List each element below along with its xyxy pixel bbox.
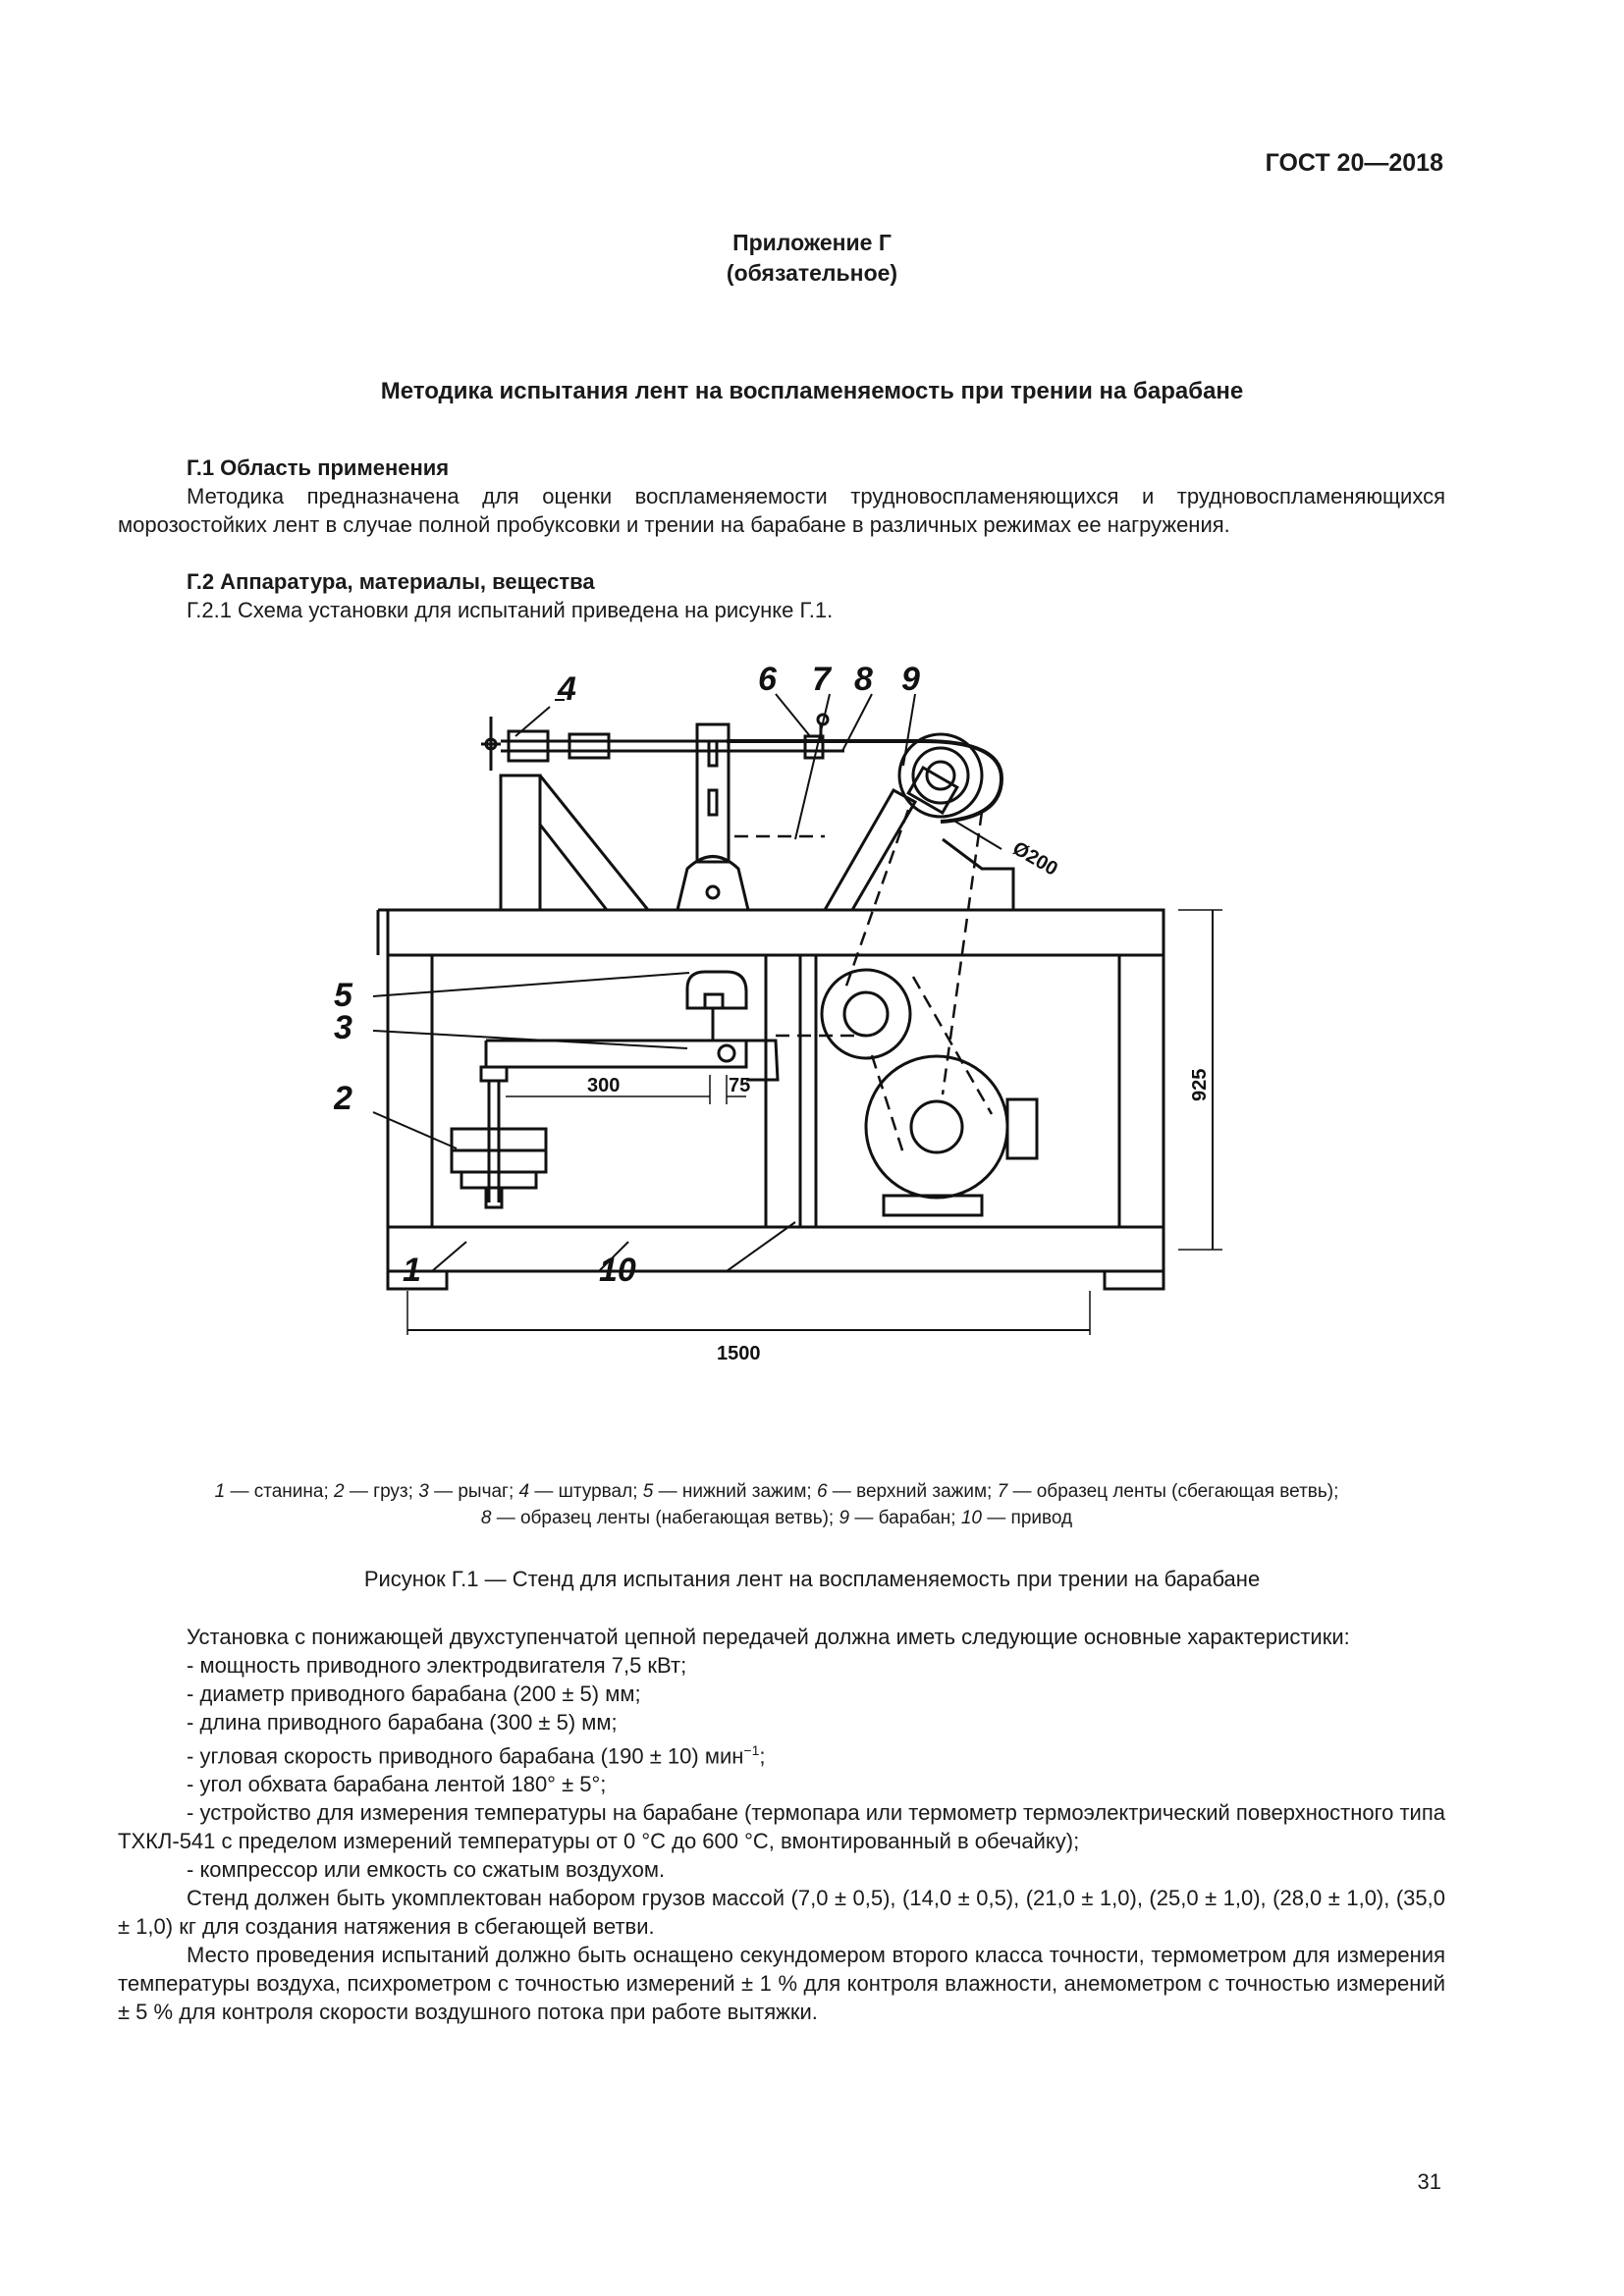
legend-entry: 8 — образец ленты (набегающая ветвь); (480, 1508, 839, 1528)
method-title: Методика испытания лент на воспламеняемость при трении на барабане (380, 378, 1244, 404)
callout-4: 4 (558, 670, 576, 708)
test-stand-drawing (334, 643, 1257, 1418)
section-g1-text: Методика предназначена для оценки воспламеняемости трудновоспламеняющихся и трудновоспламеняющихся морозостойких лент в случае полной пробуксовки и трении на барабане в различных режимах ее нагружения. (118, 484, 1445, 537)
legend-entry: 10 — привод (960, 1508, 1073, 1528)
dimension-lever-long: 300 (587, 1075, 621, 1096)
page-number: 31 (1417, 2169, 1441, 2194)
legend-entry: 5 — нижний зажим; (642, 1481, 817, 1502)
frame-body (388, 955, 1164, 1271)
section-g1-heading: Г.1 Область применения (187, 455, 450, 480)
weights-paragraph: Стенд должен быть укомплектован набором грузов массой (7,0 ± 0,5), (14,0 ± 0,5), (21,0 ± 1,0), (25,0 ± 1,0), (28,0 ± 1,0), (35,0 ± 1,0) кг для создания натяжения в сбегающей ветви. (118, 1886, 1445, 1940)
callout-2: 2 (334, 1080, 352, 1117)
characteristics-intro: Установка с понижающей двухступенчатой цепной передачей должна иметь следующие основные характеристики: (187, 1625, 1350, 1649)
figure-legend-line-2 (108, 1505, 1445, 1531)
callout-6: 6 (758, 661, 777, 698)
list-item: - компрессор или емкость со сжатым воздухом. (187, 1857, 666, 1883)
callout-9: 9 (901, 661, 920, 698)
section-g2 (118, 567, 1445, 624)
list-item: - угол обхвата барабана лентой 180° ± 5°; (187, 1772, 607, 1797)
figure-legend (108, 1478, 1445, 1531)
legend-entry: 3 — рычаг; (418, 1481, 519, 1502)
callout-1: 1 (403, 1252, 421, 1289)
legend-entry: 4 — штурвал; (518, 1481, 643, 1502)
characteristics-block (118, 1623, 1445, 2026)
motor (866, 1056, 1007, 1198)
legend-entry: 6 — верхний зажим; (816, 1481, 998, 1502)
callout-5: 5 (334, 977, 352, 1014)
callout-7: 7 (812, 661, 831, 698)
dimension-lever-short: 75 (729, 1075, 751, 1096)
appendix-status: (обязательное) (726, 260, 898, 286)
superscript: −1 (743, 1742, 760, 1758)
frame-base (388, 1227, 1164, 1271)
legend-entry: 9 — барабан; (839, 1508, 961, 1528)
section-g2-text: Г.2.1 Схема установки для испытаний приведена на рисунке Г.1. (187, 598, 834, 622)
list-item: - диаметр приводного барабана (200 ± 5) мм; (187, 1682, 641, 1706)
frame-foot-right (1105, 1271, 1164, 1289)
document-code: ГОСТ 20—2018 (1265, 149, 1443, 177)
legend-entry: 7 — образец ленты (сбегающая ветвь); (997, 1481, 1339, 1502)
callout-3: 3 (334, 1009, 352, 1046)
section-g1 (118, 454, 1445, 539)
appendix-heading (0, 228, 1624, 289)
callout-8: 8 (854, 661, 873, 698)
dimension-height: 925 (1189, 1068, 1211, 1101)
legend-entry: 1 — станина; (214, 1481, 335, 1502)
list-item: - угловая скорость приводного барабана (190 ± 10) мин$^{-1}$; (187, 1742, 766, 1769)
appendix-title: Приложение Г (732, 230, 892, 255)
list-item: - мощность приводного электродвигателя 7,5 кВт; (187, 1653, 687, 1678)
dimension-width: 1500 (717, 1343, 761, 1364)
section-g2-heading: Г.2 Аппаратура, материалы, вещества (187, 569, 595, 594)
frame-top-beam (388, 910, 1164, 955)
figure-title: Рисунок Г.1 — Стенд для испытания лент на воспламеняемость при трении на барабане (363, 1567, 1261, 1591)
figure-legend-line-1 (108, 1478, 1445, 1505)
list-item: - длина приводного барабана (300 ± 5) мм; (187, 1710, 618, 1735)
callout-10: 10 (599, 1252, 636, 1289)
list-item: - устройство для измерения температуры на барабане (термопара или термометр термоэлектрический поверхностного типа ТХКЛ-541 с пределом измерений температуры от 0 °С до 600 °С, вмонтированный в обечайку); (118, 1800, 1445, 1854)
dimension-drum: Ø200 (1008, 837, 1061, 881)
legend-entry: 2 — груз; (334, 1481, 419, 1502)
test-site-paragraph: Место проведения испытаний должно быть оснащено секундомером второго класса точности, термометром для измерения температуры воздуха, психрометром с точностью измерений ± 1 % для контроля влажности, анемометром с точностью измерений ± 5 % для контроля скорости воздушного потока при работе вытяжки. (118, 1943, 1445, 2025)
